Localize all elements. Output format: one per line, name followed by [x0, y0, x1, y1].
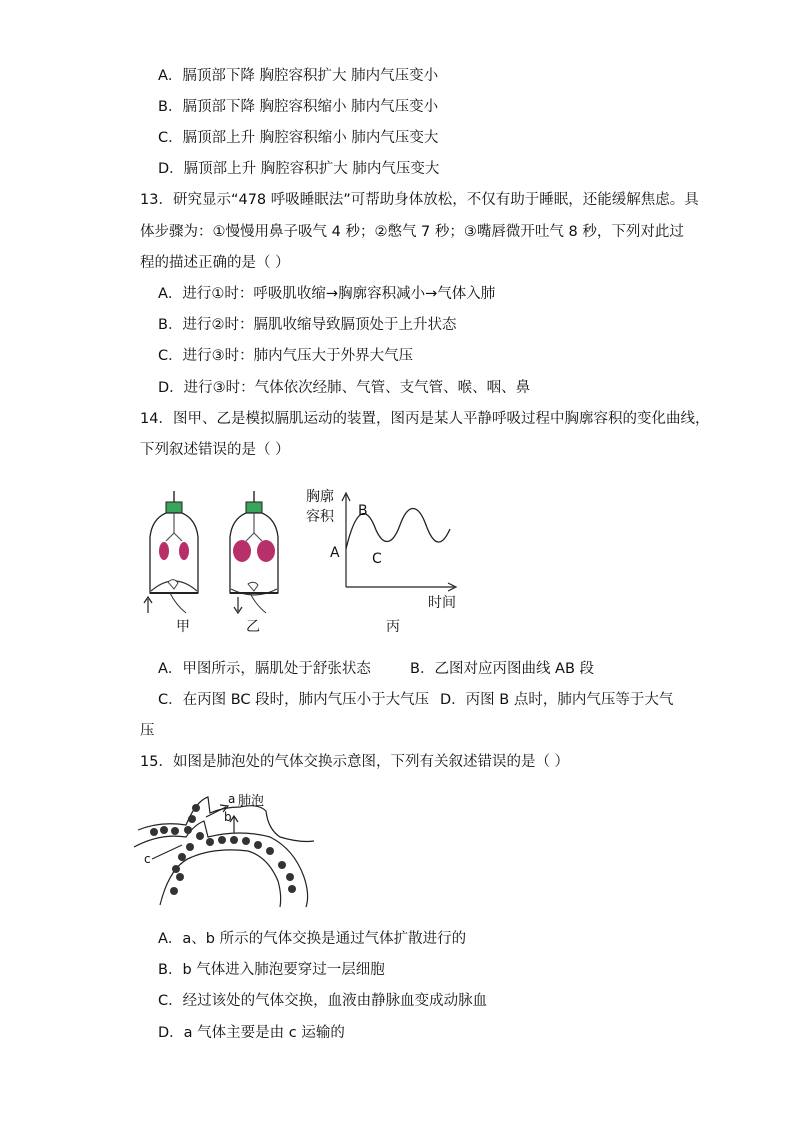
label-bing: 丙 — [386, 619, 400, 635]
q15-option-c: C．经过该处的气体交换，血液由静脉血变成动脉血 — [158, 993, 488, 1009]
q14-option-c: C．在丙图 BC 段时，肺内气压小于大气压 — [158, 692, 430, 708]
q14-option-a: A．甲图所示，膈肌处于舒张状态 — [158, 661, 371, 677]
q14-option-d: D．丙图 B 点时，肺内气压等于大气 — [440, 692, 674, 708]
point-c-label: C — [372, 551, 382, 567]
q14-stem-line-1: 14．图甲、乙是模拟膈肌运动的装置，图丙是某人平静呼吸过程中胸廓容积的变化曲线， — [140, 411, 710, 427]
xlabel: 时间 — [428, 595, 456, 611]
bell-jar-jia — [144, 491, 198, 613]
label-alveolus: 肺泡 — [238, 794, 265, 809]
q13-option-c: C．进行③时：肺内气压大于外界大气压 — [158, 348, 414, 364]
q13-stem-line-1: 13．研究显示“478 呼吸睡眠法”可帮助身体放松，不仅有助于睡眠，还能缓解焦虑。具 — [140, 192, 699, 208]
q13-option-d: D．进行③时：气体依次经肺、气管、支气管、喉、咽、鼻 — [158, 380, 531, 396]
q14-option-d-wrap: 压 — [140, 723, 155, 739]
point-a-label: A — [330, 545, 340, 561]
label-b: b — [224, 810, 232, 824]
q15-stem: 15．如图是肺泡处的气体交换示意图，下列有关叙述错误的是（ ） — [140, 754, 570, 770]
q13-option-b: B．进行②时：膈肌收缩导致膈顶处于上升状态 — [158, 317, 457, 333]
q15-option-b: B．b 气体进入肺泡要穿过一层细胞 — [158, 962, 385, 978]
label-jia: 甲 — [176, 619, 190, 635]
q14-stem-line-2: 下列叙述错误的是（ ） — [140, 442, 290, 458]
q13-stem-line-2: 体步骤为：①慢慢用鼻子吸气 4 秒；②憋气 7 秒；③嘴唇微开吐气 8 秒，下列对此过 — [140, 224, 684, 240]
ylabel-line-2: 容积 — [306, 509, 334, 525]
q15-option-a: A．a、b 所示的气体交换是通过气体扩散进行的 — [158, 931, 467, 947]
q13-option-a: A．进行①时：呼吸肌收缩→胸廓容积减小→气体入肺 — [158, 286, 496, 302]
q12-option-b: B．膈顶部下降 胸腔容积缩小 肺内气压变小 — [158, 99, 439, 115]
label-yi: 乙 — [246, 619, 260, 635]
q12-option-d: D．膈顶部上升 胸腔容积扩大 肺内气压变大 — [158, 161, 440, 177]
bell-jar-yi — [230, 491, 278, 613]
label-c: c — [144, 852, 151, 866]
ylabel-line-1: 胸廓 — [306, 489, 334, 505]
q14-figure — [130, 485, 480, 640]
q15-figure — [130, 785, 330, 910]
q12-option-a: A．膈顶部下降 胸腔容积扩大 肺内气压变小 — [158, 68, 439, 84]
q14-option-b: B．乙图对应丙图曲线 AB 段 — [410, 661, 595, 677]
q13-stem-line-3: 程的描述正确的是（ ） — [140, 255, 290, 271]
chest-volume-curve — [306, 488, 456, 611]
point-b-label: B — [358, 503, 368, 519]
q15-option-d: D．a 气体主要是由 c 运输的 — [158, 1025, 345, 1041]
label-a: a — [228, 792, 236, 806]
q12-option-c: C．膈顶部上升 胸腔容积缩小 肺内气压变大 — [158, 130, 439, 146]
